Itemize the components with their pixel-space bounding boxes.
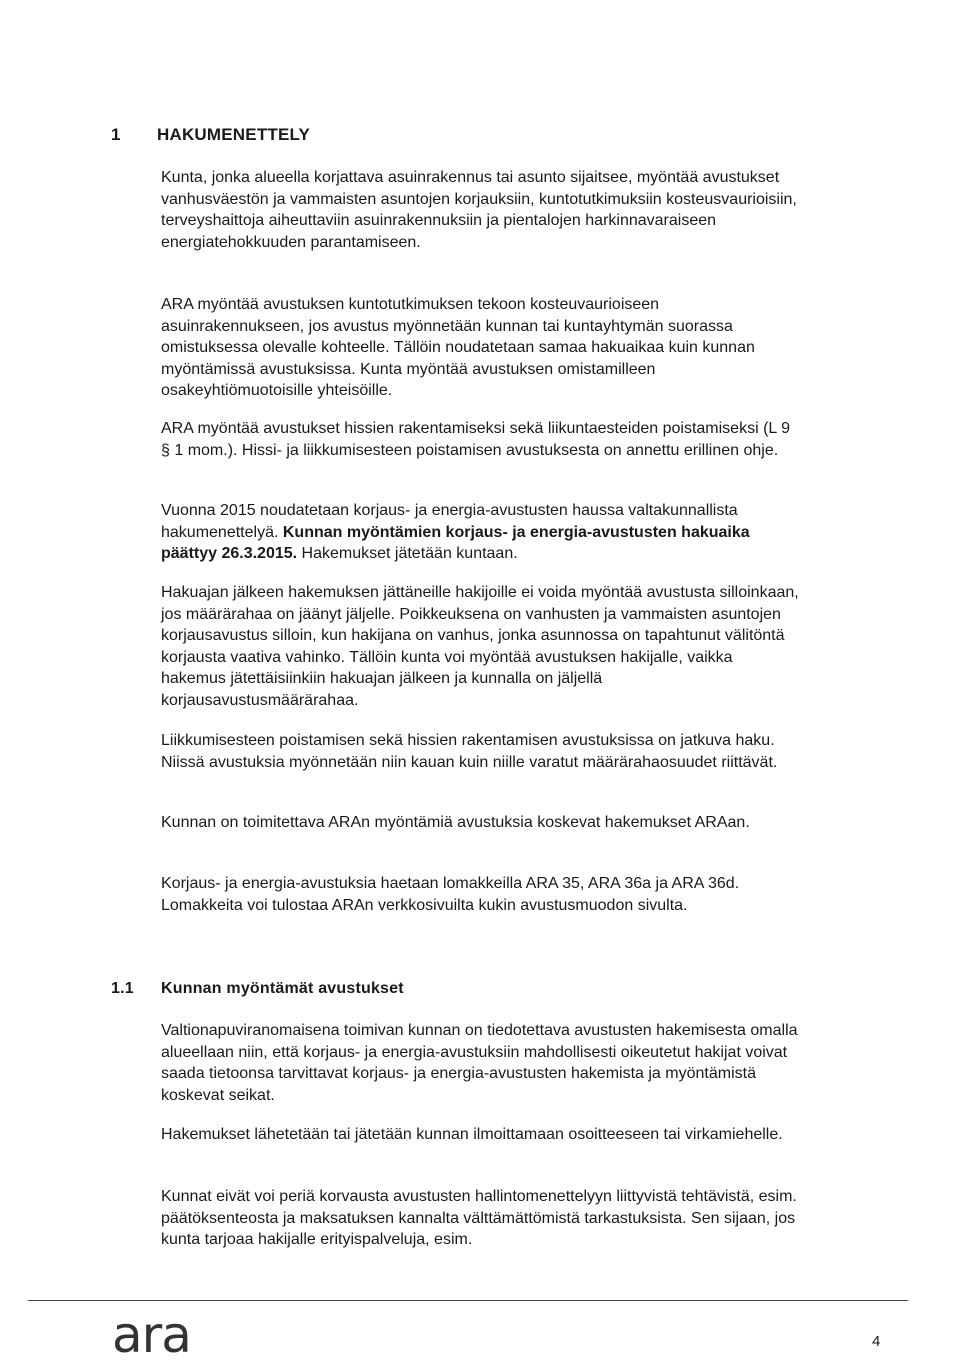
section-title: HAKUMENETTELY <box>157 125 311 144</box>
paragraph: Hakemukset lähetetään tai jätetään kunnan ilmoittamaan osoitteeseen tai virkamiehelle. <box>161 1126 783 1143</box>
paragraph: Kunnan on toimitettava ARAn myöntämiä avustuksia koskevat hakemukset ARAan. <box>161 814 750 831</box>
subsection-number: 1.1 <box>111 980 134 997</box>
paragraph: Liikkumisesteen poistamisen sekä hissien rakentamisen avustuksissa on jatkuva haku. Niissä avustuksia myönnetään niin kauan kuin niille varatut määrärahaosuudet riittävät. <box>161 732 778 771</box>
paragraph-text: Vuonna 2015 noudatetaan korjaus- ja energia-avustusten haussa valtakunnallista hakumenettelyä. <box>161 502 738 541</box>
paragraph-text: Hakemukset jätetään kuntaan. <box>297 545 518 562</box>
paragraph: ARA myöntää avustuksen kuntotutkimuksen tekoon kosteuvaurioiseen asuinrakennukseen, jos avustus myönnetään kunnan tai kuntayhtymän suorassa omistuksessa olevalle kohteelle. Tällöin noudatetaan samaa hakuaikaa kuin kunnan myöntämissä avustuksissa. Kunta myöntää avustuksen omistamilleen osakeyhtiömuotoisille yhteisöille. <box>161 296 755 399</box>
paragraph: Kunnat eivät voi periä korvausta avustusten hallintomenettelyyn liittyvistä tehtävistä, esim. päätöksenteosta ja maksatuksen kannalta välttämättömistä tarkastuksista. Sen sijaan, jos kunta tarjoaa hakijalle erityispalveluja, esim. <box>161 1188 797 1248</box>
section-number: 1 <box>111 125 121 144</box>
deadline-emphasis: Kunnan myöntämien korjaus- ja energia-avustusten hakuaika päättyy 26.3.2015. <box>161 523 750 562</box>
ara-logo: ara <box>112 1306 191 1364</box>
paragraph-hakuaika <box>161 500 801 565</box>
footer-divider <box>28 1300 908 1301</box>
paragraph: ARA myöntää avustukset hissien rakentamiseksi sekä liikuntaesteiden poistamiseksi (L 9 § 1 mom.). Hissi- ja liikkumisesteen poistamisen avustuksesta on annettu erillinen ohje. <box>161 420 791 459</box>
paragraph: Hakuajan jälkeen hakemuksen jättäneille hakijoille ei voida myöntää avustusta silloinkaan, jos määrärahaa on jäänyt jäljelle. Poikkeuksena on vanhusten ja vammaisten asuntojen korjausavustus silloin, kun hakijana on vanhus, jonka asunnossa on tapahtunut välitöntä korjausta vaativa vahinko. Tällöin kunta voi myöntää avustuksen hakijalle, vaikka hakemus jätettäisiinkiin hakuajan jälkeen ja kunnalla on jäljellä korjausavustusmäärärahaa. <box>161 584 799 709</box>
paragraph: Kunta, jonka alueella korjattava asuinrakennus tai asunto sijaitsee, myöntää avustukset vanhusväestön ja vammaisten asuntojen korjauksiin, kuntotutkimuksiin kosteusvaurioisiin, terveyshaittoja aiheuttaviin asuinrakennuksiin ja pientalojen harkinnavaraiseen energiatehokkuuden parantamiseen. <box>161 169 797 251</box>
subsection-title: Kunnan myöntämät avustukset <box>161 980 404 997</box>
paragraph: Korjaus- ja energia-avustuksia haetaan lomakkeilla ARA 35, ARA 36a ja ARA 36d. Lomakkeita voi tulostaa ARAn verkkosivuilta kukin avustusmuodon sivulta. <box>161 875 740 914</box>
paragraph: Valtionapuviranomaisena toimivan kunnan on tiedotettava avustusten hakemisesta omalla alueellaan niin, että korjaus- ja energia-avustuksiin mahdollisesti oikeutetut hakijat voivat saada tietoonsa tarvittavat korjaus- ja energia-avustusten hakemista ja myöntämistä koskevat seikat. <box>161 1022 798 1104</box>
page-number: 4 <box>872 1333 881 1350</box>
